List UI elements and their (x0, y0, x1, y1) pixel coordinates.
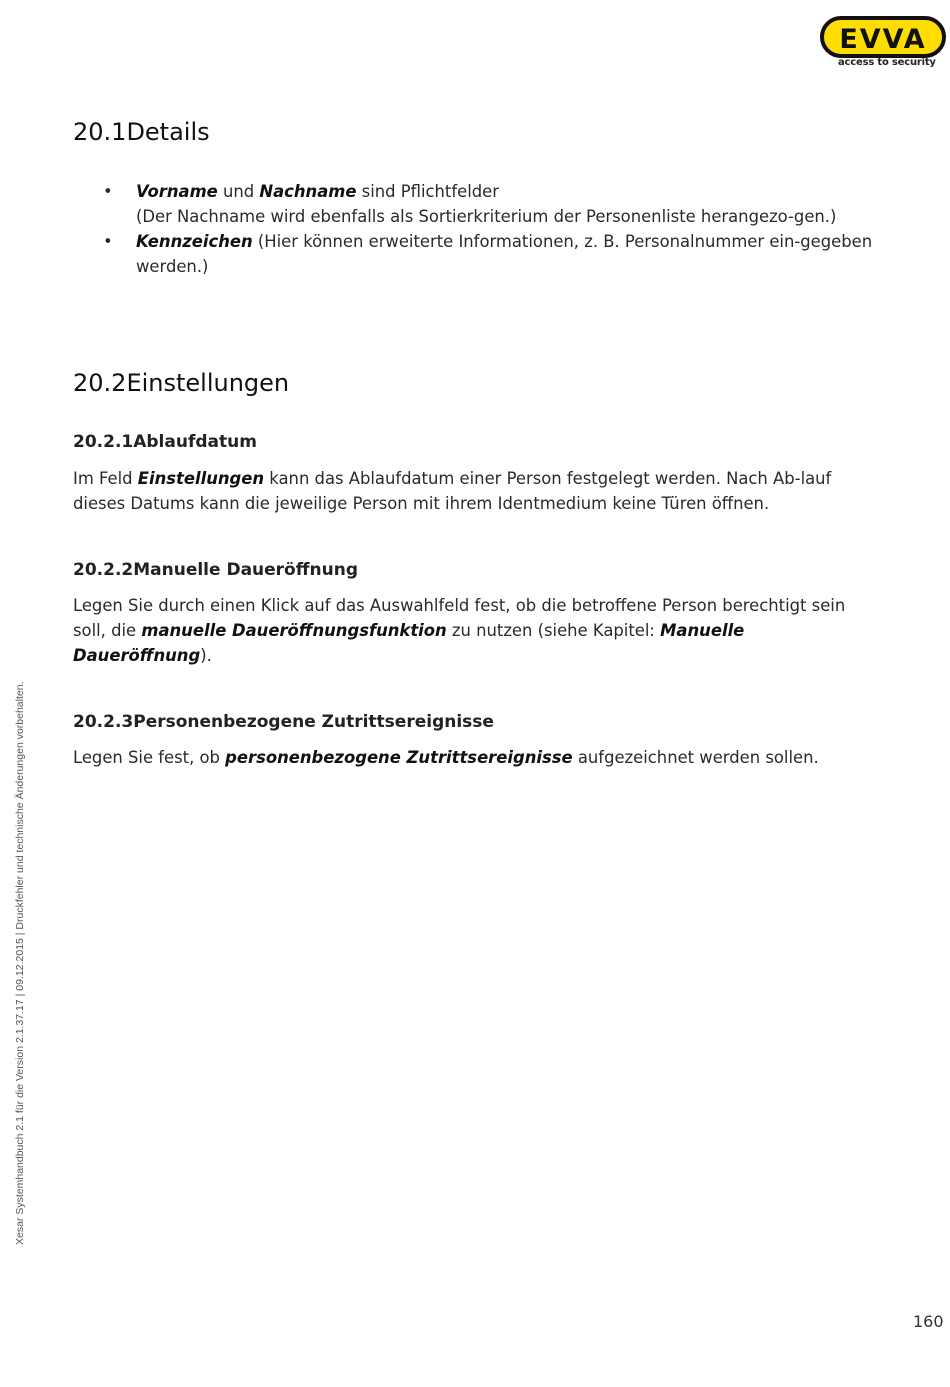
sidebar-footer-text: Xesar Systemhandbuch 2.1 für die Version 2.1.37.17 | 09.12.2015 | Druckfehler und technische Änderungen vorbehalten. (14, 681, 26, 1245)
page-number: 160 (913, 1312, 944, 1331)
logo-brand: EVVA (839, 24, 927, 55)
paragraph-ablaufdatum: Im Feld Einstellungen kann das Ablaufdatum einer Person festgelegt werden. Nach Ab-lauf dieses Datums kann die jeweilige Person mit ihrem Identmedium keine Türen öffnen. (73, 469, 832, 513)
logo-tagline: access to security (838, 57, 936, 68)
paragraph-manuelle-daueroeffnung: Legen Sie durch einen Klick auf das Auswahlfeld fest, ob die betroffene Person berechtigt sein soll, die manuelle Daueröffnungsfunktion zu nutzen (siehe Kapitel: Manuelle Daueröffnung). (73, 596, 846, 665)
heading-details: 20.1Details (73, 118, 210, 146)
heading-einstellungen: 20.2Einstellungen (73, 369, 290, 397)
paragraph-zutrittsereignisse: Legen Sie fest, ob personenbezogene Zutrittsereignisse aufgezeichnet werden sollen. (73, 748, 819, 767)
heading-zutrittsereignisse: 20.2.3Personenbezogene Zutrittsereignisse (73, 712, 494, 732)
list-item: • Vorname und Nachname sind Pflichtfelder (Der Nachname wird ebenfalls als Sortierkriterium der Personenliste herangezo-gen.) (73, 179, 873, 229)
list-item: • Kennzeichen (Hier können erweiterte Informationen, z. B. Personalnummer ein-gegeben werden.) (73, 229, 873, 279)
heading-ablaufdatum: 20.2.1Ablaufdatum (73, 432, 257, 452)
list-item-note: (Der Nachname wird ebenfalls als Sortierkriterium der Personenliste herangezo-gen.) (136, 207, 837, 226)
heading-manuelle-daueroeffnung: 20.2.2Manuelle Daueröffnung (73, 560, 358, 580)
details-list (73, 179, 873, 279)
